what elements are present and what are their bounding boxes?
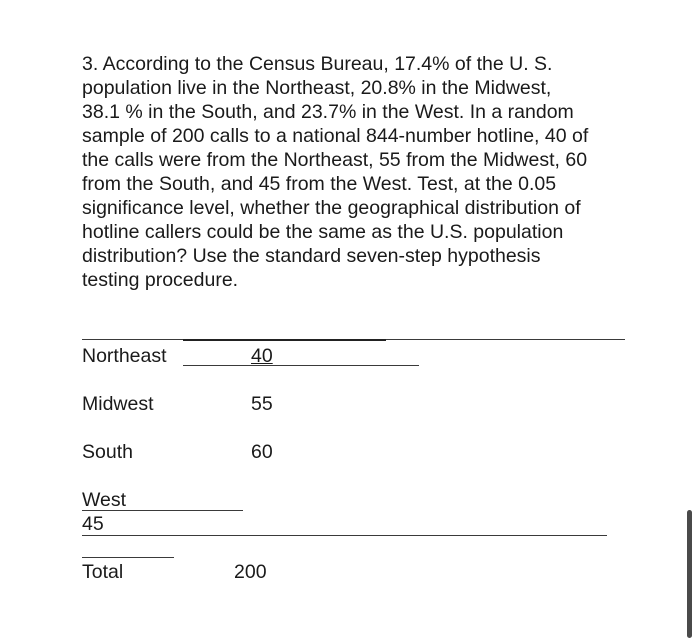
question-line: hotline callers could be the same as the U.S. population (82, 221, 564, 243)
region-label-midwest: Midwest (82, 393, 154, 415)
count-south: 60 (251, 441, 273, 463)
count-midwest: 55 (251, 393, 273, 415)
total-value: 200 (234, 561, 267, 583)
total-rule (82, 557, 174, 558)
region-label-west: West (82, 489, 127, 511)
question-line: 3. According to the Census Bureau, 17.4% of the U. S. (82, 53, 553, 75)
question-line: the calls were from the Northeast, 55 from the Midwest, 60 (82, 149, 588, 171)
vertical-scrollbar[interactable] (687, 510, 692, 638)
question-line: sample of 200 calls to a national 844-number hotline, 40 of (82, 125, 589, 147)
region-label-northeast: Northeast (82, 345, 167, 367)
question-line: from the South, and 45 from the West. Test, at the 0.05 (82, 173, 557, 195)
count-northeast: 40 (251, 345, 273, 367)
total-label: Total (82, 561, 124, 583)
west-value-underline (82, 535, 607, 536)
northeast-underline (183, 365, 419, 366)
question-text (82, 52, 642, 292)
west-underline (82, 510, 243, 511)
question-line: population live in the Northeast, 20.8% in the Midwest, (82, 77, 552, 99)
table-header-rule (183, 339, 386, 341)
region-label-south: South (82, 441, 133, 463)
question-line: testing procedure. (82, 269, 239, 291)
question-line: 38.1 % in the South, and 23.7% in the West. In a random (82, 101, 574, 123)
question-line: significance level, whether the geographical distribution of (82, 197, 581, 219)
count-west: 45 (82, 513, 104, 535)
question-line: distribution? Use the standard seven-step hypothesis (82, 245, 541, 267)
